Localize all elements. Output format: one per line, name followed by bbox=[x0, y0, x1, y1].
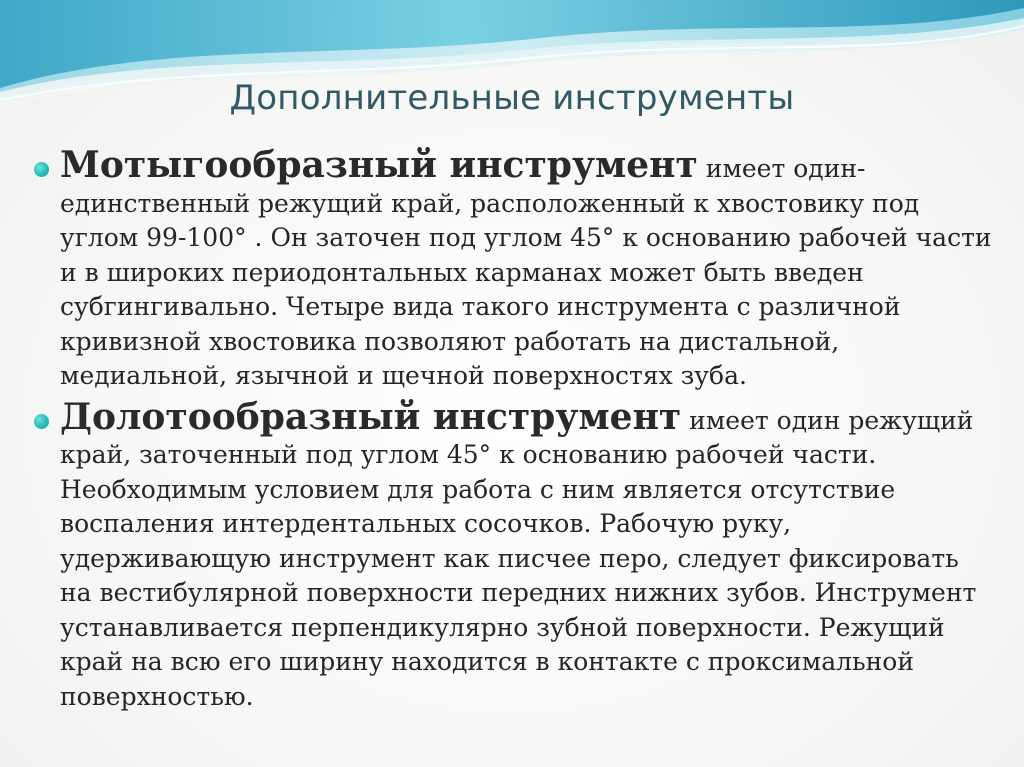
bullet-dot-icon bbox=[34, 162, 49, 177]
term-chisel-instrument: Долотообразный инструмент bbox=[60, 395, 682, 438]
description-chisel-instrument: имеет один режущий край, заточенный под углом 45° к основанию рабочей части. Необходимым условием для работа с ним является отсутствие воспаления интердентальных сосочков. Рабочую руку, удерживающую инструмент как писчее перо, следует фиксировать на вестибулярной поверхности передних нижних зубов. Инструмент устанавливается перпендикулярно зубной поверхности. Режущий край на всю его ширину находится в контакте с проксимальной поверхностью. bbox=[60, 405, 977, 711]
list-item bbox=[32, 144, 992, 394]
description-hoe-instrument: имеет один-единственный режущий край, расположенный к хвостовику под углом 99-100° . Он заточен под углом 45° к основанию рабочей части и в широких периодонтальных карманах может быть введен субгингивально. Четыре вида такого инструмента с различной кривизной хвостовика позволяют работать на дистальной, медиальной, язычной и щечной поверхностях зуба. bbox=[60, 154, 992, 390]
list-item bbox=[32, 395, 992, 715]
slide-title: Дополнительные инструменты bbox=[229, 78, 795, 118]
bullet-list bbox=[32, 144, 992, 720]
bullet-dot-icon bbox=[34, 414, 49, 429]
term-hoe-instrument: Мотыгообразный инструмент bbox=[60, 144, 698, 186]
